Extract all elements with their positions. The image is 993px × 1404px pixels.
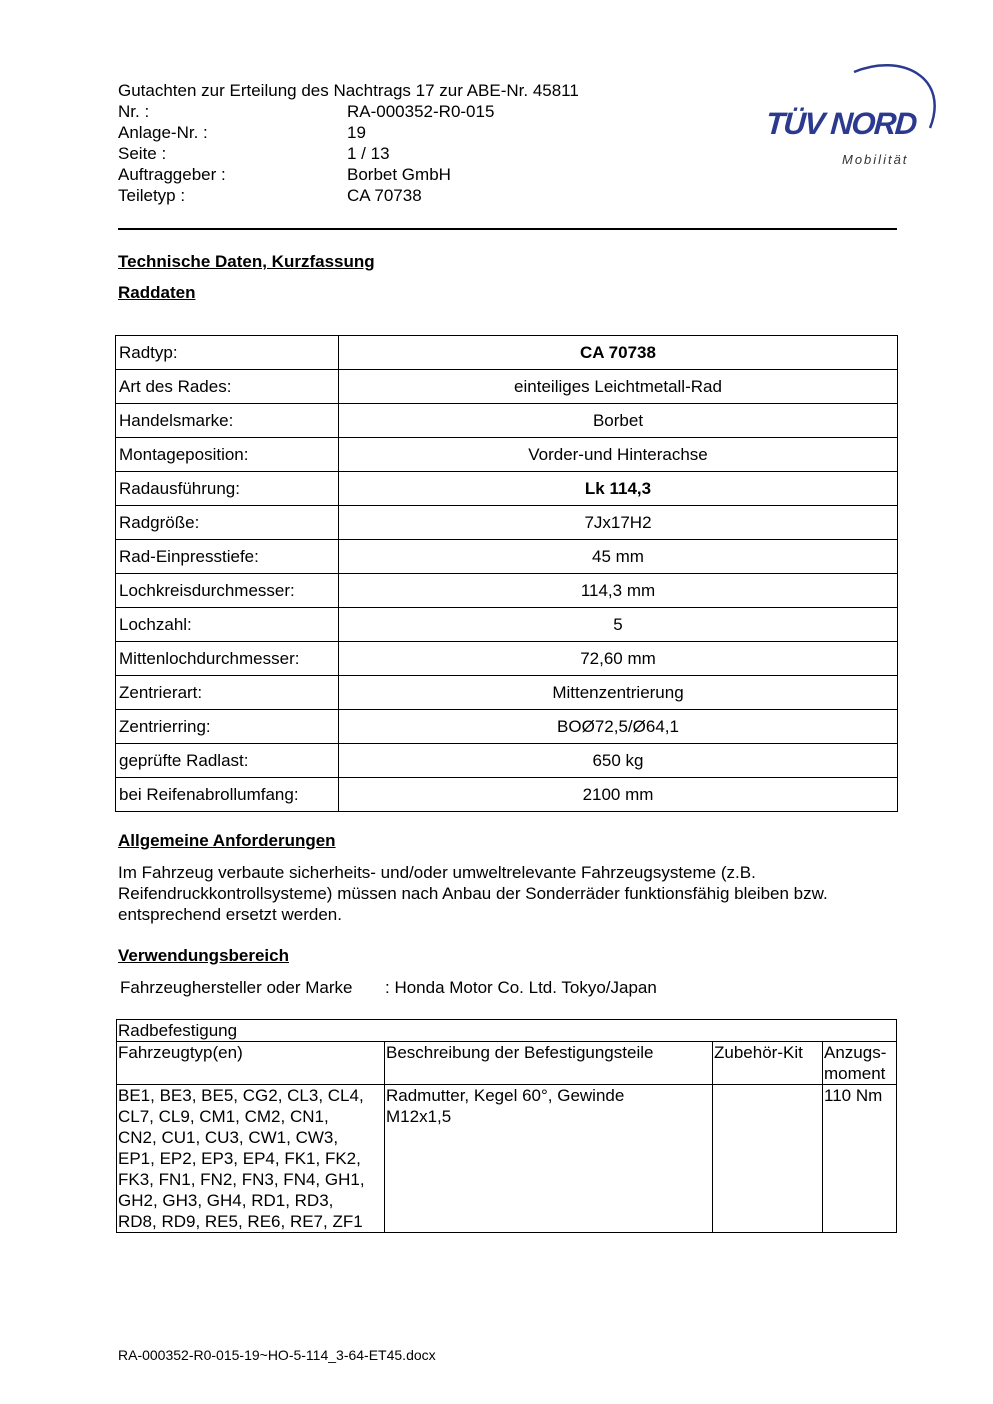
header-divider <box>118 228 897 230</box>
table-row <box>116 472 898 506</box>
row-value: 114,3 mm <box>339 574 898 608</box>
header-key: Nr. : <box>118 102 150 121</box>
type-line: CN2, CU1, CU3, CW1, CW3, <box>118 1128 339 1147</box>
mounting-title: Radbefestigung <box>117 1020 897 1042</box>
row-value: Mittenzentrierung <box>339 676 898 710</box>
type-line: FK3, FN1, FN2, FN3, FN4, GH1, <box>118 1170 365 1189</box>
type-line: BE1, BE3, BE5, CG2, CL3, CL4, <box>118 1086 364 1105</box>
row-label: Handelsmarke: <box>116 404 339 438</box>
table-title-row <box>117 1020 897 1042</box>
type-line: RD8, RD9, RE5, RE6, RE7, ZF1 <box>118 1212 363 1231</box>
header-accessory-kit: Zubehör-Kit <box>713 1042 823 1085</box>
type-line: EP1, EP2, EP3, EP4, FK1, FK2, <box>118 1149 361 1168</box>
row-label: Mittenlochdurchmesser: <box>116 642 339 676</box>
paragraph-line: Reifendruckkontrollsysteme) müssen nach Anbau der Sonderräder funktionsfähig bleiben bzw. <box>118 884 828 903</box>
paragraph-line: entsprechend ersetzt werden. <box>118 905 342 924</box>
row-value: 45 mm <box>339 540 898 574</box>
table-row <box>116 404 898 438</box>
table-row <box>116 608 898 642</box>
row-label: Radausführung: <box>116 472 339 506</box>
type-line: GH2, GH3, GH4, RD1, RD3, <box>118 1191 334 1210</box>
header-torque <box>823 1042 897 1085</box>
section-heading-raddaten: Raddaten <box>118 283 196 302</box>
row-label: Radgröße: <box>116 506 339 540</box>
header-vehicle-types: Fahrzeugtyp(en) <box>117 1042 385 1085</box>
row-value: 650 kg <box>339 744 898 778</box>
header-value: 1 / 13 <box>347 144 390 163</box>
cell-description <box>385 1085 713 1233</box>
cell-vehicle-types <box>117 1085 385 1233</box>
header-value: 19 <box>347 123 366 142</box>
maker-label: Fahrzeughersteller oder Marke <box>120 978 353 997</box>
header-torque-line: Anzugs- <box>824 1043 887 1062</box>
row-label: Rad-Einpresstiefe: <box>116 540 339 574</box>
table-row <box>116 778 898 812</box>
table-header-row <box>117 1042 897 1085</box>
header-key: Anlage-Nr. : <box>118 123 208 142</box>
wheel-data-table <box>115 335 898 812</box>
table-row <box>116 370 898 404</box>
header-description: Beschreibung der Befestigungsteile <box>385 1042 713 1085</box>
description-line: M12x1,5 <box>386 1107 452 1126</box>
header-row <box>118 122 579 143</box>
logo-subtitle: Mobilität <box>842 152 909 167</box>
table-row <box>116 676 898 710</box>
table-row <box>116 744 898 778</box>
section-heading-verwendung: Verwendungsbereich <box>118 946 289 965</box>
table-row <box>116 438 898 472</box>
header-key: Auftraggeber : <box>118 165 226 184</box>
vehicle-maker-line <box>120 978 657 998</box>
row-label: Radtyp: <box>116 336 339 370</box>
maker-value: : Honda Motor Co. Ltd. Tokyo/Japan <box>385 978 657 997</box>
document-header <box>118 80 579 206</box>
row-value: CA 70738 <box>339 336 898 370</box>
header-value: Borbet GmbH <box>347 165 451 184</box>
section-heading-allgemein: Allgemeine Anforderungen <box>118 831 336 850</box>
row-label: Montageposition: <box>116 438 339 472</box>
header-row <box>118 143 579 164</box>
logo-brand: TÜV NORD <box>764 106 918 141</box>
header-value: CA 70738 <box>347 186 422 205</box>
header-row <box>118 101 579 122</box>
table-row <box>116 642 898 676</box>
section-heading-tech: Technische Daten, Kurzfassung <box>118 252 375 271</box>
row-value: 2100 mm <box>339 778 898 812</box>
table-row <box>116 540 898 574</box>
footer-filename: RA-000352-R0-015-19~HO-5-114_3-64-ET45.docx <box>118 1347 436 1363</box>
row-label: Lochzahl: <box>116 608 339 642</box>
row-label: Zentrierring: <box>116 710 339 744</box>
row-value: Borbet <box>339 404 898 438</box>
table-row <box>117 1085 897 1233</box>
paragraph-line: Im Fahrzeug verbaute sicherheits- und/oder umweltrelevante Fahrzeugsysteme (z.B. <box>118 863 756 882</box>
document-title: Gutachten zur Erteilung des Nachtrags 17 zur ABE-Nr. 45811 <box>118 81 579 100</box>
row-label: Art des Rades: <box>116 370 339 404</box>
row-value: 5 <box>339 608 898 642</box>
header-key: Seite : <box>118 144 167 163</box>
row-value: Lk 114,3 <box>339 472 898 506</box>
type-line: CL7, CL9, CM1, CM2, CN1, <box>118 1107 329 1126</box>
row-value: Vorder-und Hinterachse <box>339 438 898 472</box>
row-label: Zentrierart: <box>116 676 339 710</box>
mounting-table <box>116 1019 897 1233</box>
table-row <box>116 506 898 540</box>
row-value: 72,60 mm <box>339 642 898 676</box>
header-key: Teiletyp : <box>118 186 186 205</box>
table-row <box>116 710 898 744</box>
cell-accessory-kit <box>713 1085 823 1233</box>
requirements-paragraph <box>118 862 908 925</box>
row-value: 7Jx17H2 <box>339 506 898 540</box>
row-value: einteiliges Leichtmetall-Rad <box>339 370 898 404</box>
row-label: bei Reifenabrollumfang: <box>116 778 339 812</box>
row-label: Lochkreisdurchmesser: <box>116 574 339 608</box>
cell-torque: 110 Nm <box>823 1085 897 1233</box>
description-line: Radmutter, Kegel 60°, Gewinde <box>386 1086 625 1105</box>
header-row <box>118 185 579 206</box>
table-row <box>116 336 898 370</box>
table-row <box>116 574 898 608</box>
header-value: RA-000352-R0-015 <box>347 102 495 121</box>
header-row <box>118 164 579 185</box>
row-label: geprüfte Radlast: <box>116 744 339 778</box>
tuev-nord-logo <box>762 58 942 178</box>
header-torque-line: moment <box>824 1064 886 1083</box>
row-value: BOØ72,5/Ø64,1 <box>339 710 898 744</box>
